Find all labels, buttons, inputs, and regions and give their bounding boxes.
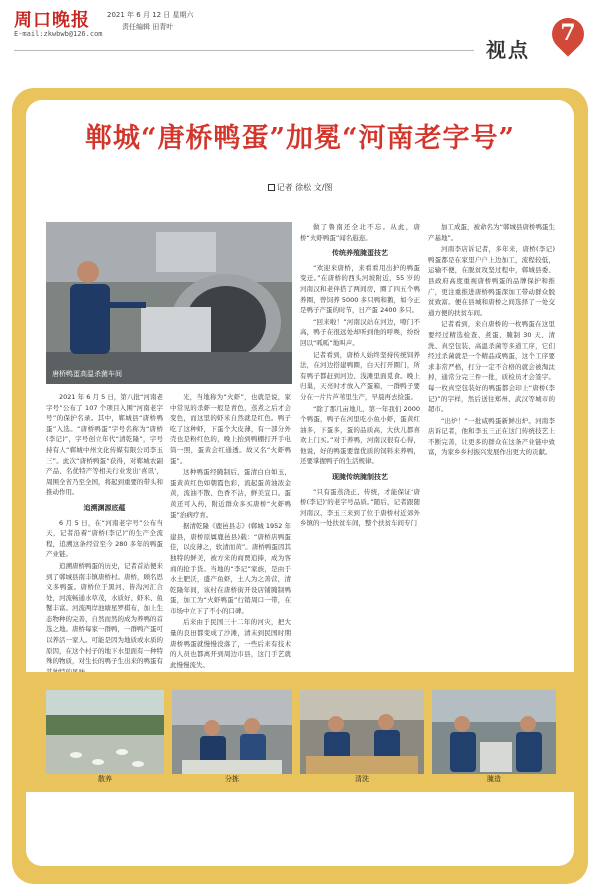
photo-sorting [172, 690, 292, 786]
paragraph: 这种鸭蛋经腌制后，蛋清白白如玉，蛋黄黄红色如朝霞色彩，流起蛋黄油浓金黄，流油不散、色香不沾，鲜美宜口。蛋黄还可入药，附近群众多买唐桥“火虾鸭蛋”治病疗育。 [170, 468, 291, 519]
paragraph: 追溯唐桥鸭蛋的历史，记者首站便来到了郸城县南丰镇唐桥村。唐桥，顾名思义多鸭蛋。唐桥位于黑河、皆沟河汇合处，河流畅通水草茂，水质好、虾米、鱼蟹丰富。河流两岸池塘星罗棋布，加上生态物种的完善，自然而然的成为养鸭的首选之地。唐桥每家一群鸭，一群鸭产蛋可以养活一家人。可能是因为地质或水质的原因，在这个村子的地下水里面有一种特殊的物质，对生长的鸭子生出来的鸭蛋有 [46, 561, 163, 666]
page-header [0, 0, 600, 62]
photo-label: 分拣 [225, 775, 239, 783]
paragraph: 河南李店诉记者，多年来，唐桥(李记)鸭蛋都是在家里户户上边加工，流程较低，运输不便，在脱贫攻坚过程中，郸城县委、县政府高度重视唐桥鸭蛋的品牌保护和推广，更注重推进唐桥鸭蛋深加工带动群众脱贫致富。便在县城和唐桥之间选择了一处交通方便的扶贫车间。 [428, 245, 555, 317]
paragraph: 光，当地称为“火虾”，也就是说，家中常见的杀虾一般是青色，蒸煮之后才会变色，而这里的虾米自然就是红色。鸭子吃了这种虾，下蛋个大皮薄，有一部分外壳也是粉红色的，晚上抬到鸭棚打开手电筒一照，蛋黄会红通透。故又名“火虾鸭蛋”。 [170, 393, 291, 465]
photo-caption: 唐桥鸭蛋高温杀菌车间 [52, 370, 122, 378]
photo-label: 腌造 [487, 775, 501, 783]
header-email: E-mail:zkwbwb@126.com [14, 30, 103, 38]
text-column-2 [170, 392, 291, 670]
checkbox-icon [268, 184, 275, 191]
paragraph: 记者看到，唐桥人始终坚持传统饲养法，在河边搭建鸭圈，白天打开圈门，所有鸭子都赶到河边、浅滩里面觅食。晚上归巢，天亮时才放入产蛋箱，一群鸭子要分在一片片芦苇里生产，早晨再去捡蛋。 [300, 350, 420, 401]
main-photo [46, 222, 292, 384]
text-column-3 [300, 222, 420, 670]
sorting-photo-illustration [172, 690, 292, 786]
paragraph: 6 月 5 日，在“河南老字号”公布当天，记者沿着“唐桥(李记)”的生产全流程，追溯这条经营至今 280 多年的鸭蛋产业链。 [46, 518, 163, 559]
section-title: 视点 [486, 38, 530, 62]
header-date: 2021 年 6 月 12 日 星期六 [107, 11, 194, 19]
photo-label: 清洗 [355, 775, 369, 783]
article-title: 郸城“唐桥鸭蛋”加冕“河南老字号” [84, 123, 516, 154]
text-column-1 [46, 392, 163, 670]
newspaper-logo: 周口晚报 [14, 10, 90, 31]
ducks-photo-illustration [46, 690, 164, 786]
paragraph: “除了那几亩地儿，第一年我们 2000 个鸭蛋，鸭子在河里吃小鱼小虾，蛋黄红油多，下蛋多，蛋的品质高，大伙儿都喜欢上门买。”对于养鸭，河南汉很有心得，他说，好的鸭蛋要靠优质的饲料来养鸭，还要掌握鸭子的生活规律。 [300, 404, 420, 466]
washing-photo-illustration [300, 690, 424, 786]
factory-photo-illustration [46, 222, 292, 384]
photo-label: 散养 [98, 775, 112, 783]
photo-free-range [46, 690, 164, 786]
paragraph: 据清乾隆《鹿邑县志》(郸城 1952 年建县，唐桥原属鹿邑县)载：“唐桥店鸭蛋佳，以皮薄之，软清而黄”。唐桥鸭蛋因其独特的鲜美，被方来的商贾追捧，成为客商的抢手货。当地的“李记”家族，是由于水土肥沃，盛产鱼虾，土人为之善营，清乾隆年间，该村在唐桥街开设店铺腌制鸭蛋，加工为“火虾鸭蛋”行销周口一带，在市场中立下了不小的口碑。 [170, 522, 291, 615]
paragraph: 记者看到，来自唐桥的一枚鸭蛋在这里要经过精选检查、煮蛋、腌制 30 天、清洗、真空包装、高温杀菌等多道工序，它们经过杀菌就是一个精品咸鸭蛋，这个工序要求非常严格，打分一定不合格的就会被淘汰掉，通常分完三件一批，质检员才会签字。每一枚真空包装好的鸭蛋都会印上“唐桥(李记)”的字样，然后送往郑州、武汉等城市的超市。 [428, 320, 555, 414]
paragraph: 2021 年 6 月 5 日，第八批“河南老字号”公布了 107 个项目入围“河南老字号”的保护名录。其中，郸城县“唐桥鸭蛋”入选。“唐桥鸭蛋”字号名称为“唐桥(李记)”，字号创立年代“清乾隆”，字号持有人“郸城中州文化传媒有限公司李玉三”。此次“唐桥鸭蛋”获得，对郸城农副产品、名优特产等相关行业发出‘喜讯’，周围全省乃至全国，将起到重要的带头和推动作用。 [46, 393, 163, 497]
photo-washing [300, 690, 424, 786]
page-number: 7 [560, 20, 576, 46]
subheading: 现腌传统腌制技艺 [332, 473, 388, 482]
header-editor: 责任编辑 田青叶 [122, 23, 174, 31]
byline-text: 记者 徐松 文/图 [276, 183, 333, 192]
paragraph: “回来啦！”河南汉站在河边，嘹门不高，鸭子在很远处却听到他的呼唤，纷纷回以“呱呱”地叫声。 [300, 317, 420, 347]
subheading: 追溯渊源底蕴 [83, 503, 126, 512]
paragraph: “出炉！”一批咸鸭蛋新鲜出炉。河南李店诉记者，他和李玉三正在这门传统技艺上不断完善，让更多的群众在这条产业链中致富，为家乡乡村振兴发展作出更大的贡献。 [428, 416, 555, 457]
page-number-badge [552, 18, 584, 58]
paragraph: 后来由于民国三十二年的河灾，把大量的良田都变成了沙滩，清末到民国时期唐桥鸭蛋就慢慢没落了，一些后来有技术的人员也都离开到周边市县，这门手艺就此慢慢流失。 [170, 618, 291, 669]
pickling-photo-illustration [432, 690, 556, 786]
paragraph: 做了鲁南还全北不忘。从此，唐桥“火虾鸭蛋”闻名遐迩。 [300, 223, 420, 242]
article-byline [26, 182, 574, 193]
paragraph: “欢迎来唐桥，来看看用出护的鸭蛋变迁。”在唐桥的西头河坡附近，55 岁的河南汉和老伴搭了两间房，圈了四五个鸭养圈，曾饲养 5000 多只鸭和鹅，如今正是鸭子产蛋的时节，日产蛋 2400 多只。 [300, 263, 420, 315]
paragraph: 加工成蛋，被命名为“郸城县唐桥鸭蛋生产基地”。 [428, 223, 555, 242]
text-column-4 [428, 222, 555, 670]
header-divider [14, 50, 474, 51]
paragraph: “只有蛋蒸浇正、传统，才能保证‘唐桥(李记)’的老字号品质。”随后，记者跟随河南汉、李玉三来到了位于唐桥村近郊外乡镇的一处扶贫车间，整个扶贫车间专门 [300, 487, 420, 528]
photo-pickling [432, 690, 556, 786]
subheading: 传统养殖腌蛋技艺 [332, 249, 388, 258]
